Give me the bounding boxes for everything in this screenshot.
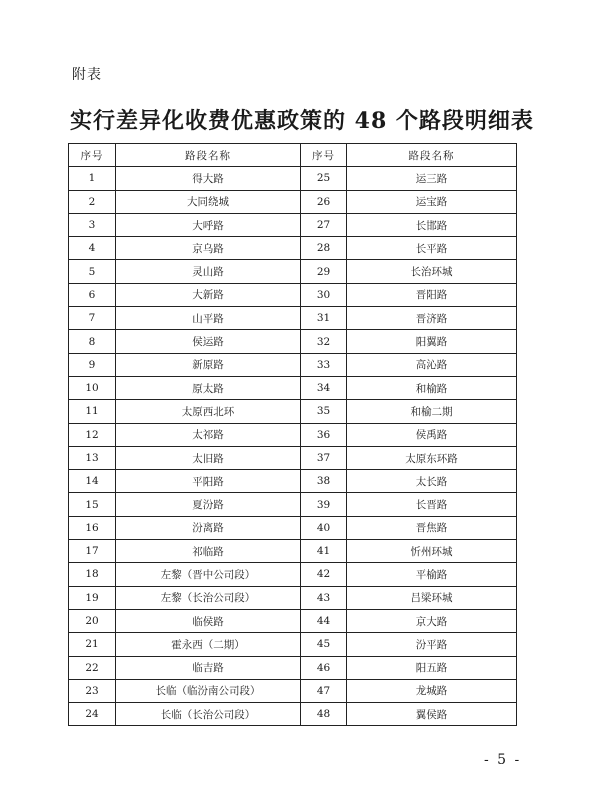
serial-cell: 29 [301, 260, 347, 283]
road-name-cell: 高沁路 [347, 353, 517, 376]
table-row [69, 516, 517, 539]
road-name-cell: 长晋路 [347, 493, 517, 516]
serial-cell: 10 [69, 376, 116, 399]
serial-cell: 34 [301, 376, 347, 399]
serial-cell: 45 [301, 633, 347, 656]
road-name-cell: 临吉路 [116, 656, 301, 679]
road-name-cell: 翼侯路 [347, 703, 517, 726]
road-name-cell: 临侯路 [116, 609, 301, 632]
road-name-cell: 原太路 [116, 376, 301, 399]
serial-cell: 2 [69, 190, 116, 213]
road-name-cell: 忻州环城 [347, 540, 517, 563]
table-row [69, 353, 517, 376]
road-name-cell: 运三路 [347, 167, 517, 190]
road-name-cell: 霍永西（二期） [116, 633, 301, 656]
road-name-cell: 侯禹路 [347, 423, 517, 446]
road-name-cell: 长邯路 [347, 213, 517, 236]
serial-cell: 12 [69, 423, 116, 446]
serial-cell: 40 [301, 516, 347, 539]
road-name-cell: 汾平路 [347, 633, 517, 656]
table-row [69, 283, 517, 306]
header-road-name-left: 路段名称 [116, 144, 301, 167]
road-name-cell: 吕梁环城 [347, 586, 517, 609]
road-name-cell: 京大路 [347, 609, 517, 632]
road-name-cell: 祁临路 [116, 540, 301, 563]
road-name-cell: 太旧路 [116, 446, 301, 469]
serial-cell: 23 [69, 679, 116, 702]
serial-cell: 28 [301, 237, 347, 260]
serial-cell: 46 [301, 656, 347, 679]
table-row [69, 400, 517, 423]
road-name-cell: 山平路 [116, 307, 301, 330]
serial-cell: 24 [69, 703, 116, 726]
table-header-row [69, 144, 517, 167]
table-row [69, 190, 517, 213]
road-name-cell: 左黎（长治公司段） [116, 586, 301, 609]
annex-label: 附表 [72, 67, 102, 83]
serial-cell: 37 [301, 446, 347, 469]
road-name-cell: 和榆路 [347, 376, 517, 399]
road-name-cell: 长治环城 [347, 260, 517, 283]
serial-cell: 20 [69, 609, 116, 632]
serial-cell: 7 [69, 307, 116, 330]
serial-cell: 18 [69, 563, 116, 586]
table-row [69, 679, 517, 702]
serial-cell: 48 [301, 703, 347, 726]
road-name-cell: 灵山路 [116, 260, 301, 283]
table-row [69, 656, 517, 679]
table-row [69, 330, 517, 353]
document-title: 实行差异化收费优惠政策的 48 个路段明细表 [70, 108, 534, 134]
table-row [69, 470, 517, 493]
serial-cell: 5 [69, 260, 116, 283]
road-name-cell: 平榆路 [347, 563, 517, 586]
serial-cell: 25 [301, 167, 347, 190]
serial-cell: 8 [69, 330, 116, 353]
header-serial-left: 序号 [69, 144, 116, 167]
serial-cell: 21 [69, 633, 116, 656]
table-body [69, 167, 517, 726]
serial-cell: 9 [69, 353, 116, 376]
serial-cell: 3 [69, 213, 116, 236]
serial-cell: 36 [301, 423, 347, 446]
road-name-cell: 长平路 [347, 237, 517, 260]
serial-cell: 11 [69, 400, 116, 423]
road-name-cell: 平阳路 [116, 470, 301, 493]
road-name-cell: 大新路 [116, 283, 301, 306]
serial-cell: 44 [301, 609, 347, 632]
table-row [69, 167, 517, 190]
serial-cell: 41 [301, 540, 347, 563]
road-name-cell: 阳五路 [347, 656, 517, 679]
table-row [69, 213, 517, 236]
serial-cell: 13 [69, 446, 116, 469]
road-name-cell: 和榆二期 [347, 400, 517, 423]
table-row [69, 633, 517, 656]
serial-cell: 33 [301, 353, 347, 376]
road-name-cell: 新原路 [116, 353, 301, 376]
road-name-cell: 汾离路 [116, 516, 301, 539]
serial-cell: 35 [301, 400, 347, 423]
serial-cell: 17 [69, 540, 116, 563]
road-name-cell: 大呼路 [116, 213, 301, 236]
road-name-cell: 太原西北环 [116, 400, 301, 423]
serial-cell: 32 [301, 330, 347, 353]
road-name-cell: 京乌路 [116, 237, 301, 260]
serial-cell: 1 [69, 167, 116, 190]
table-row [69, 540, 517, 563]
road-name-cell: 太祁路 [116, 423, 301, 446]
road-name-cell: 夏汾路 [116, 493, 301, 516]
serial-cell: 30 [301, 283, 347, 306]
road-name-cell: 得大路 [116, 167, 301, 190]
road-name-cell: 长临（临汾南公司段） [116, 679, 301, 702]
serial-cell: 43 [301, 586, 347, 609]
road-name-cell: 太原东环路 [347, 446, 517, 469]
table-row [69, 586, 517, 609]
road-name-cell: 晋济路 [347, 307, 517, 330]
road-section-table [68, 143, 517, 726]
table-row [69, 609, 517, 632]
table-row [69, 307, 517, 330]
road-name-cell: 晋焦路 [347, 516, 517, 539]
serial-cell: 16 [69, 516, 116, 539]
serial-cell: 4 [69, 237, 116, 260]
serial-cell: 38 [301, 470, 347, 493]
road-name-cell: 阳翼路 [347, 330, 517, 353]
serial-cell: 39 [301, 493, 347, 516]
road-name-cell: 太长路 [347, 470, 517, 493]
table-row [69, 703, 517, 726]
road-name-cell: 左黎（晋中公司段） [116, 563, 301, 586]
table-row [69, 237, 517, 260]
serial-cell: 6 [69, 283, 116, 306]
road-name-cell: 晋阳路 [347, 283, 517, 306]
serial-cell: 26 [301, 190, 347, 213]
table-row [69, 446, 517, 469]
table-row [69, 493, 517, 516]
table-row [69, 423, 517, 446]
road-name-cell: 侯运路 [116, 330, 301, 353]
serial-cell: 19 [69, 586, 116, 609]
road-name-cell: 长临（长治公司段） [116, 703, 301, 726]
serial-cell: 27 [301, 213, 347, 236]
header-road-name-right: 路段名称 [347, 144, 517, 167]
serial-cell: 42 [301, 563, 347, 586]
table-row [69, 563, 517, 586]
page-number: - 5 - [484, 752, 522, 768]
table-row [69, 376, 517, 399]
serial-cell: 14 [69, 470, 116, 493]
header-serial-right: 序号 [301, 144, 347, 167]
road-name-cell: 运宝路 [347, 190, 517, 213]
serial-cell: 22 [69, 656, 116, 679]
table-row [69, 260, 517, 283]
road-name-cell: 龙城路 [347, 679, 517, 702]
road-name-cell: 大同绕城 [116, 190, 301, 213]
serial-cell: 47 [301, 679, 347, 702]
serial-cell: 15 [69, 493, 116, 516]
serial-cell: 31 [301, 307, 347, 330]
